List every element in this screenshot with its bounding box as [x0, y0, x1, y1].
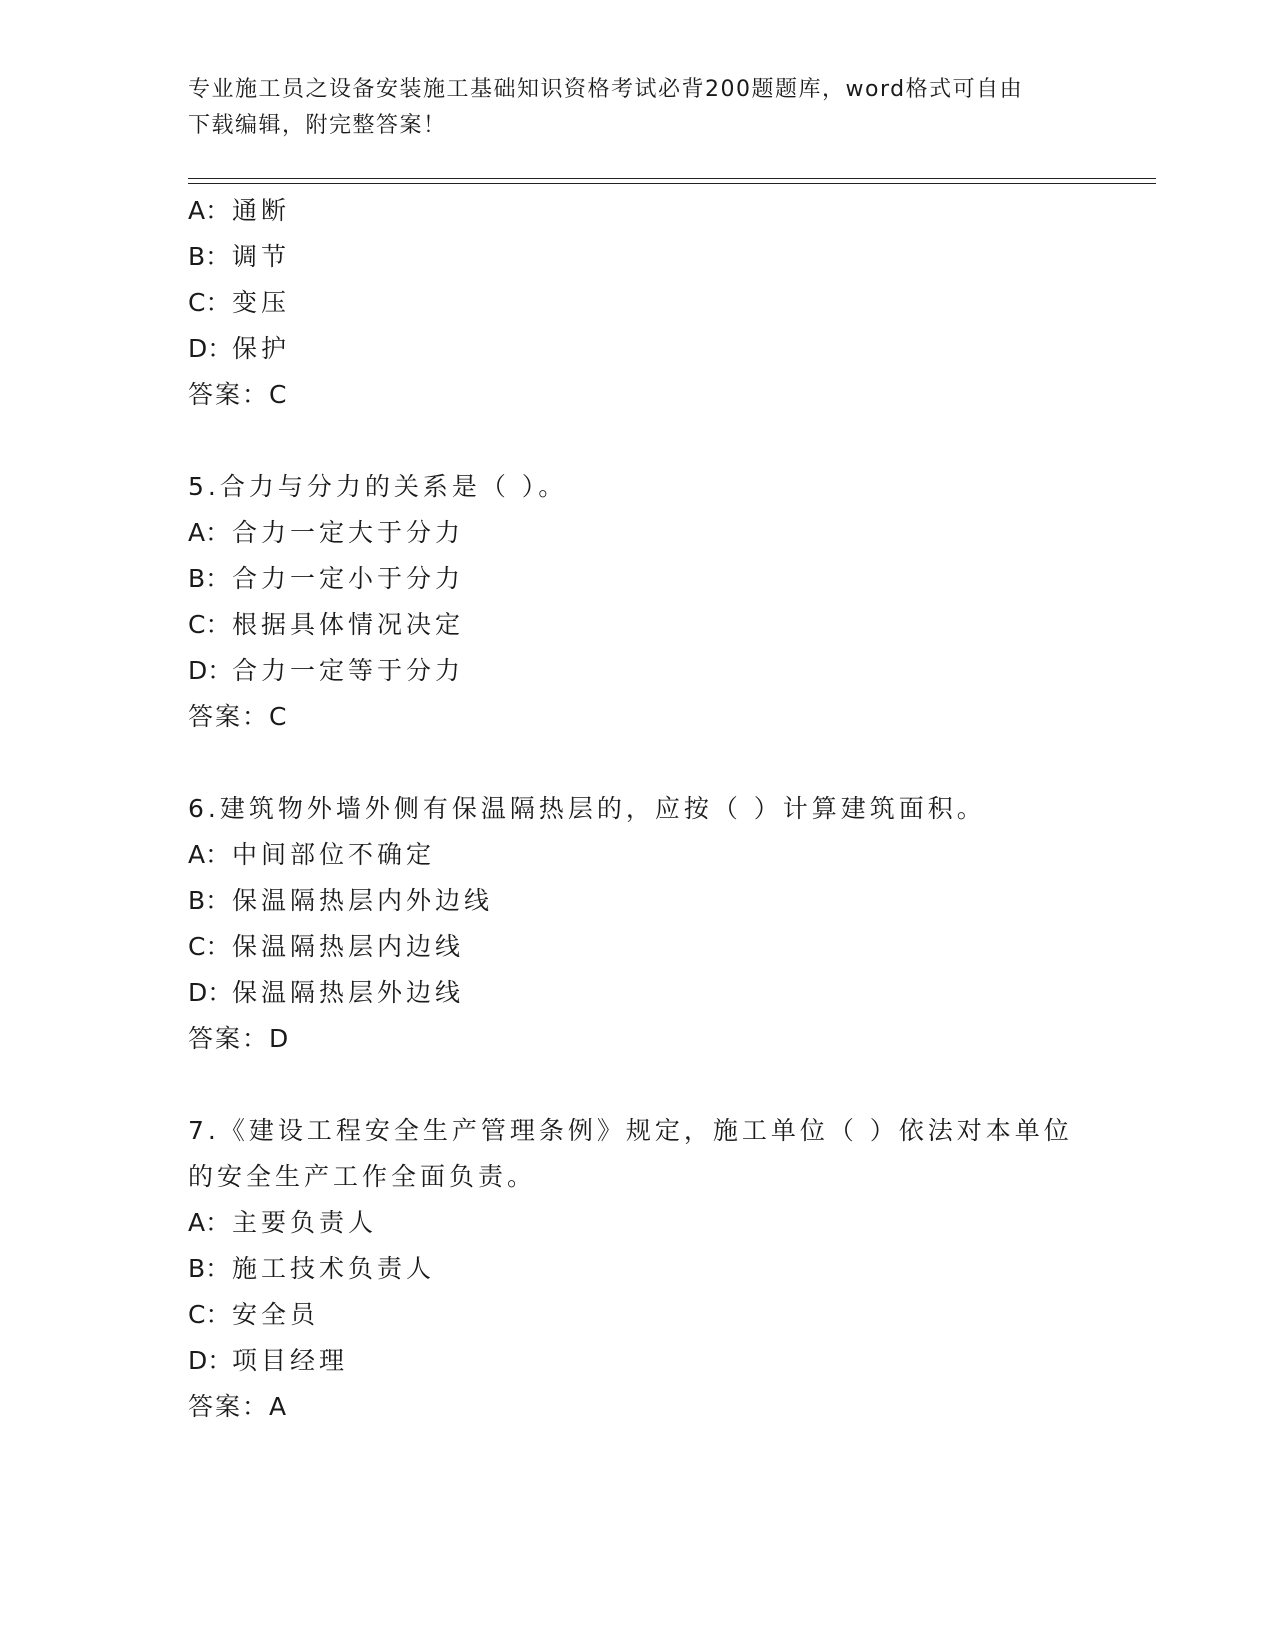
- question-text: 5.合力与分力的关系是（ ）。: [188, 472, 568, 501]
- option-b: [188, 556, 1148, 602]
- option-text: 保护: [232, 334, 291, 363]
- question-4-block: [188, 188, 1148, 418]
- option-c: [188, 1292, 1148, 1338]
- option-text: 主要负责人: [232, 1208, 378, 1237]
- document-header: [188, 72, 1088, 144]
- option-text: 合力一定等于分力: [232, 656, 465, 685]
- option-label: C：: [188, 288, 231, 317]
- option-text: 变压: [232, 288, 291, 317]
- option-a: [188, 832, 1148, 878]
- spacer: [188, 740, 1148, 786]
- option-text: 合力一定大于分力: [232, 518, 465, 547]
- option-text: 保温隔热层内外边线: [232, 886, 494, 915]
- option-label: A：: [188, 1208, 231, 1237]
- option-label: C：: [188, 610, 231, 639]
- option-text: 保温隔热层内边线: [232, 932, 465, 961]
- question-text: 6.建筑物外墙外侧有保温隔热层的，应按（ ）计算建筑面积。: [188, 794, 986, 823]
- option-label: A：: [188, 840, 231, 869]
- option-a: [188, 510, 1148, 556]
- option-text: 中间部位不确定: [232, 840, 436, 869]
- option-b: [188, 1246, 1148, 1292]
- option-text: 调节: [232, 242, 291, 271]
- question-5-block: [188, 464, 1148, 740]
- header-line-1: 专业施工员之设备安装施工基础知识资格考试必背200题题库，word格式可自由: [188, 77, 1024, 102]
- spacer: [188, 418, 1148, 464]
- option-label: C：: [188, 932, 231, 961]
- option-label: B：: [188, 564, 231, 593]
- option-d: [188, 648, 1148, 694]
- option-label: D：: [188, 656, 233, 685]
- option-label: D：: [188, 1346, 233, 1375]
- option-d: [188, 326, 1148, 372]
- option-text: 合力一定小于分力: [232, 564, 465, 593]
- question-list: [188, 188, 1148, 1430]
- option-text: 通断: [232, 196, 291, 225]
- option-text: 保温隔热层外边线: [232, 978, 465, 1007]
- answer-line: 答案：A: [188, 1392, 289, 1421]
- spacer: [188, 1062, 1148, 1108]
- answer-line: 答案：D: [188, 1024, 291, 1053]
- option-d: [188, 1338, 1148, 1384]
- option-label: B：: [188, 886, 231, 915]
- option-b: [188, 234, 1148, 280]
- option-label: B：: [188, 242, 231, 271]
- question-text-line-1: 7.《建设工程安全生产管理条例》规定，施工单位（ ）依法对本单位: [188, 1116, 1073, 1145]
- option-text: 根据具体情况决定: [232, 610, 465, 639]
- option-b: [188, 878, 1148, 924]
- option-c: [188, 602, 1148, 648]
- header-line-2: 下载编辑，附完整答案！: [188, 113, 447, 138]
- option-d: [188, 970, 1148, 1016]
- option-c: [188, 280, 1148, 326]
- option-text: 项目经理: [232, 1346, 349, 1375]
- option-a: [188, 188, 1148, 234]
- option-label: D：: [188, 334, 233, 363]
- option-a: [188, 1200, 1148, 1246]
- option-label: D：: [188, 978, 233, 1007]
- option-text: 安全员: [232, 1300, 320, 1329]
- question-7-block: [188, 1108, 1148, 1430]
- option-label: A：: [188, 196, 231, 225]
- question-text-line-2: 的安全生产工作全面负责。: [188, 1162, 537, 1191]
- header-divider: [188, 178, 1156, 184]
- option-label: C：: [188, 1300, 231, 1329]
- option-label: B：: [188, 1254, 231, 1283]
- option-label: A：: [188, 518, 231, 547]
- option-text: 施工技术负责人: [232, 1254, 436, 1283]
- answer-line: 答案：C: [188, 380, 289, 409]
- option-c: [188, 924, 1148, 970]
- answer-line: 答案：C: [188, 702, 289, 731]
- question-6-block: [188, 786, 1148, 1062]
